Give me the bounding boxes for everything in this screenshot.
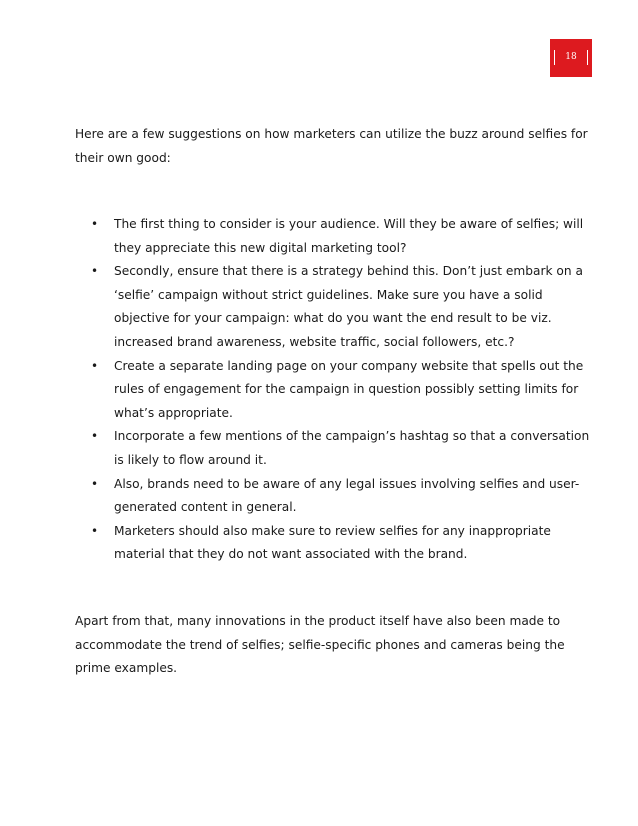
list-item-text: Marketers should also make sure to review selfies for any inappropriate material that they do not want associated with the brand.: [114, 523, 551, 562]
bullet-icon: •: [91, 217, 99, 231]
list-item: [75, 520, 595, 567]
bullet-icon: •: [91, 523, 99, 538]
list-item-text: Also, brands need to be aware of any legal issues involving selfies and user-generated content in general.: [114, 476, 580, 515]
bullet-icon: •: [91, 264, 99, 279]
page-number-badge: [550, 39, 592, 77]
list-item: [75, 425, 595, 472]
list-item: [75, 213, 595, 260]
page-number: 18: [554, 50, 588, 65]
bullet-icon: •: [91, 476, 99, 491]
list-item-text: Incorporate a few mentions of the campaign’s hashtag so that a conversation is likely to flow around it.: [114, 429, 590, 467]
list-item-text: Create a separate landing page on your company website that spells out the rules of engagement for the campaign in question possibly setting limits for what’s appropriate.: [114, 358, 584, 420]
intro-paragraph: Here are a few suggestions on how marketers can utilize the buzz around selfies for their own good:: [75, 127, 588, 165]
suggestions-list: [75, 213, 595, 567]
list-item-text: Secondly, ensure that there is a strategy behind this. Don’t just embark on a ‘selfie’ campaign without strict guidelines. Make sure you have a solid objective for your campaign: what do you want the end result to be viz. increased brand awareness, website traffic, social followers, etc.?: [114, 264, 583, 349]
bullet-icon: •: [91, 358, 99, 373]
list-item-text: The first thing to consider is your audience. Will they be aware of selfies; will they appreciate this new digital marketing tool?: [114, 217, 584, 255]
list-item: [75, 473, 595, 520]
bullet-icon: •: [91, 429, 99, 444]
closing-paragraph: Apart from that, many innovations in the product itself have also been made to accommodate the trend of selfies; selfie-specific phones and cameras being the prime examples.: [75, 614, 565, 676]
list-item: [75, 355, 595, 426]
list-item: [75, 260, 595, 354]
